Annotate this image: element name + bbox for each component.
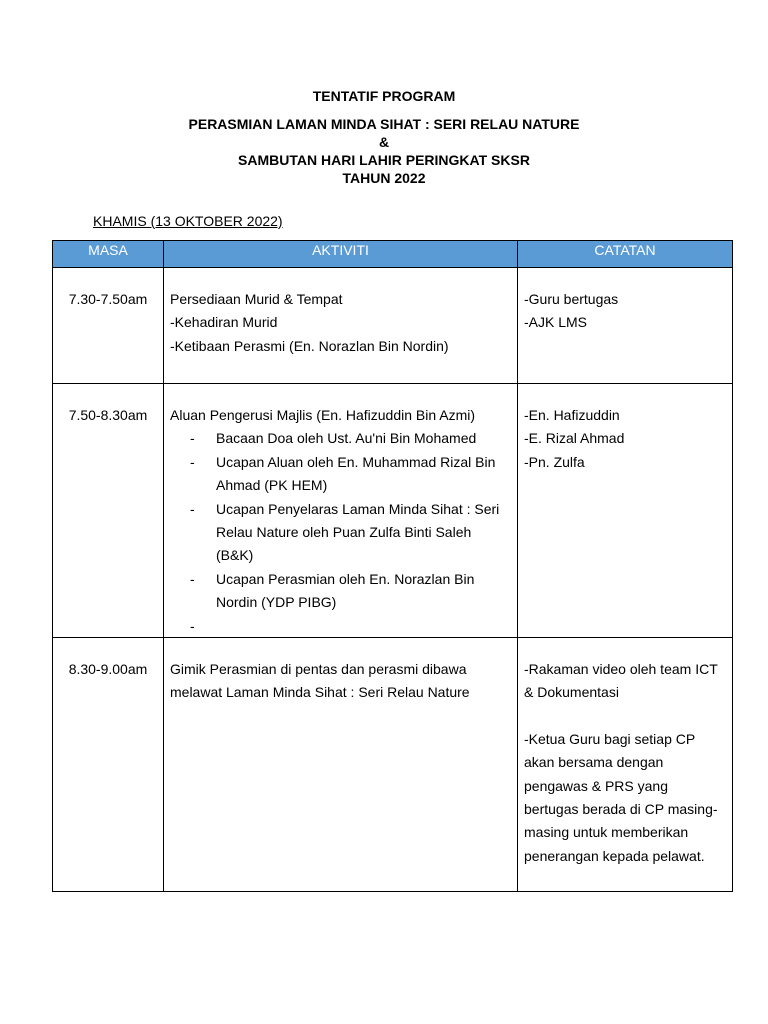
document-title	[0, 87, 768, 187]
list-item: - Bacaan Doa oleh Ust. Au'ni Bin Mohamed	[190, 427, 511, 450]
catatan-cell	[518, 638, 733, 892]
list-item: - Ucapan Perasmian oleh En. Norazlan Bin Nordin (YDP PIBG)	[190, 568, 511, 615]
catatan-paragraph: -Rakaman video oleh team ICT & Dokumentasi	[524, 661, 718, 701]
aktiviti-line: Persediaan Murid & Tempat	[170, 291, 343, 307]
aktiviti-line: -Ketibaan Perasmi (En. Norazlan Bin Nordin)	[170, 337, 449, 354]
header-masa: MASA	[53, 241, 164, 268]
aktiviti-cell	[164, 268, 518, 384]
table-row	[53, 268, 733, 384]
catatan-line: -Guru bertugas	[524, 291, 619, 307]
aktiviti-text: Gimik Perasmian di pentas dan perasmi dibawa melawat Laman Minda Sihat : Seri Relau Nature	[170, 661, 470, 701]
header-catatan: CATATAN	[518, 241, 733, 268]
masa-cell: 7.30-7.50am	[53, 268, 164, 384]
aktiviti-cell	[164, 638, 518, 892]
title-line-4: SAMBUTAN HARI LAHIR PERINGKAT SKSR	[238, 152, 530, 168]
catatan-line: -AJK LMS	[524, 314, 588, 331]
list-item: - Ucapan Aluan oleh En. Muhammad Rizal Bin Ahmad (PK HEM)	[190, 451, 511, 498]
catatan-cell	[518, 384, 733, 638]
aktiviti-cell	[164, 384, 518, 638]
table-header-row	[53, 241, 733, 268]
masa-cell: 7.50-8.30am	[53, 384, 164, 638]
program-table	[52, 240, 733, 892]
title-line-3: &	[378, 134, 390, 150]
date-label: KHAMIS (13 OKTOBER 2022)	[93, 213, 283, 229]
aktiviti-list	[170, 427, 511, 614]
header-aktiviti: AKTIVITI	[164, 241, 518, 268]
aktiviti-intro: Aluan Pengerusi Majlis (En. Hafizuddin Bin Azmi)	[170, 407, 476, 423]
catatan-cell	[518, 268, 733, 384]
title-line-5: TAHUN 2022	[342, 170, 426, 186]
catatan-line: -En. Hafizuddin	[524, 407, 620, 423]
table-row	[53, 384, 733, 638]
table-row	[53, 638, 733, 892]
title-line-1: TENTATIF PROGRAM	[312, 88, 456, 104]
catatan-line: -Pn. Zulfa	[524, 453, 585, 470]
masa-cell: 8.30-9.00am	[53, 638, 164, 892]
aktiviti-line: -Kehadiran Murid	[170, 314, 278, 331]
catatan-paragraph: -Ketua Guru bagi setiap CP akan bersama dengan pengawas & PRS yang bertugas berada di CP masing-masing untuk memberikan penerangan kepada pelawat.	[524, 730, 718, 864]
title-line-2: PERASMIAN LAMAN MINDA SIHAT : SERI RELAU NATURE	[188, 116, 580, 132]
catatan-line: -E. Rizal Ahmad	[524, 430, 625, 447]
list-item: - Ucapan Penyelaras Laman Minda Sihat : Seri Relau Nature oleh Puan Zulfa Binti Saleh (B&K)	[190, 498, 511, 568]
